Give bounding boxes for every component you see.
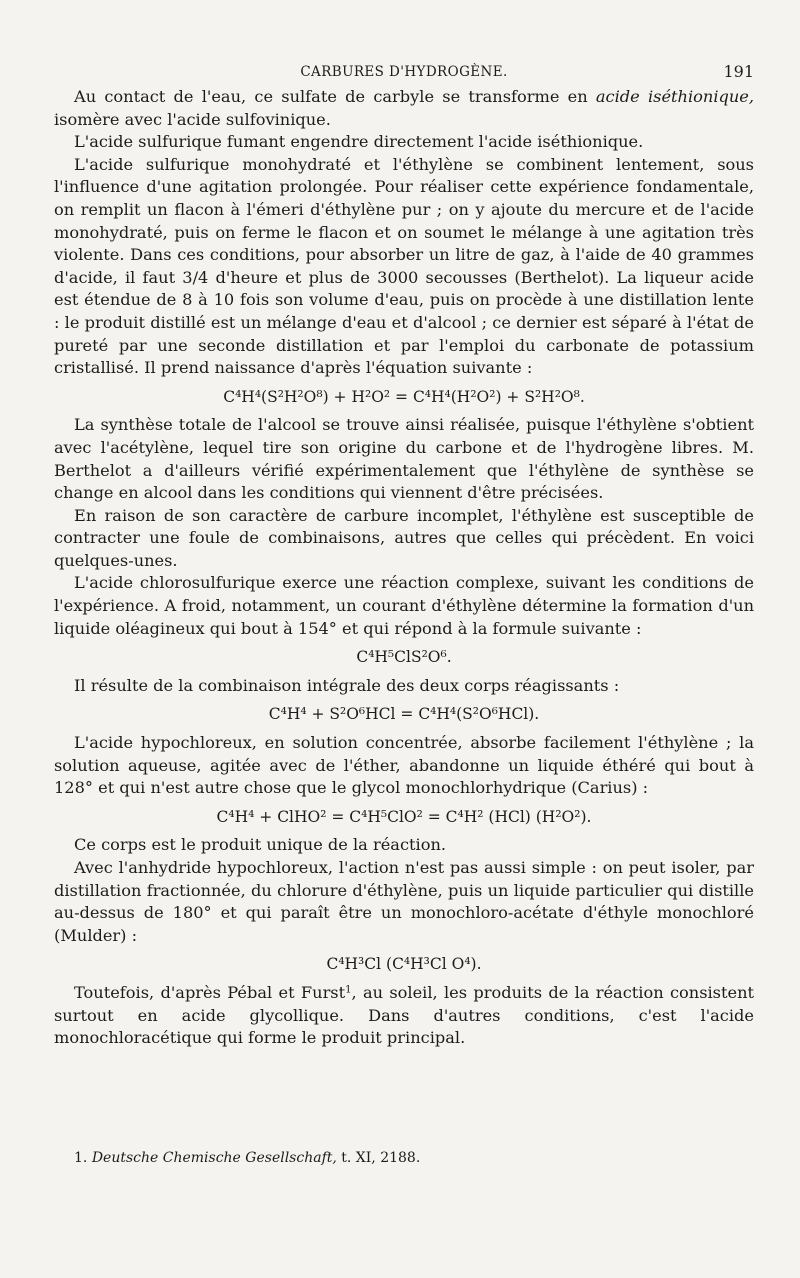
text-run: isomère avec l'acide sulfovinique. xyxy=(54,109,331,129)
footnote xyxy=(54,1150,754,1166)
paragraph xyxy=(54,982,754,1050)
text-run: , au soleil, les produits de la réaction consistent surtout en acide glycollique. Dans d'autres conditions, c'est l'acide monochloracétique qui forme le produit principal. xyxy=(54,982,754,1048)
paragraph: En raison de son caractère de carbure incomplet, l'éthylène est susceptible de contracter une foule de combinaisons, autres que celles qui précèdent. En voici quelques-unes. xyxy=(54,505,754,570)
paragraph xyxy=(54,86,754,131)
text-run: Au contact de l'eau, ce sulfate de carbyle se transforme en xyxy=(74,87,596,106)
page-header xyxy=(54,62,754,86)
chemical-equation: C⁴H⁴ + ClHO² = C⁴H⁵ClO² = C⁴H² (HCl) (H²O²). xyxy=(216,807,592,826)
text-run: Toutefois, d'après Pébal et Furst xyxy=(74,982,346,1002)
paragraph: Il résulte de la combinaison intégrale des deux corps réagissants : xyxy=(74,675,620,695)
footnote-marker: 1 xyxy=(345,984,352,996)
chemical-equation: C⁴H⁴ + S²O⁶HCl = C⁴H⁴(S²O⁶HCl). xyxy=(268,705,540,724)
paragraph: L'acide hypochloreux, en solution concentrée, absorbe facilement l'éthylène ; la solution aqueuse, agitée avec de l'éther, abandonne un liquide éthéré qui bout à 128° et qui n'est autre chose que le glycol monochlorhydrique (Carius) : xyxy=(54,733,754,798)
chemical-formula: C⁴H⁵ClS²O⁶. xyxy=(356,648,452,667)
running-title: CARBURES D'HYDROGÈNE. xyxy=(300,64,508,80)
paragraph: L'acide sulfurique fumant engendre directement l'acide iséthionique. xyxy=(74,132,644,152)
paragraph: Avec l'anhydride hypochloreux, l'action n'est pas aussi simple : on peut isoler, par distillation fractionnée, du chlorure d'éthylène, puis un liquide particulier qui distille au-dessus de 180° et qui paraît être un monochloro-acétate d'éthyle monochloré (Mulder) : xyxy=(54,858,754,945)
emphasis-term: acide iséthionique, xyxy=(595,87,755,106)
paragraph: La synthèse totale de l'alcool se trouve ainsi réalisée, puisque l'éthylène s'obtient avec l'acétylène, lequel tire son origine du carbone et de l'hydrogène libres. M. Berthelot a d'ailleurs vérifié expérimentalement que l'éthylène de synthèse se change en alcool dans les conditions qui viennent d'être précisées. xyxy=(54,415,754,503)
footnote-number: 1. xyxy=(74,1150,88,1166)
chemical-equation: C⁴H⁴(S²H²O⁸) + H²O² = C⁴H⁴(H²O²) + S²H²O⁸. xyxy=(223,387,585,406)
body-text xyxy=(54,86,754,1050)
chemical-formula: C⁴H³Cl (C⁴H³Cl O⁴). xyxy=(326,955,482,974)
page-number: 191 xyxy=(723,62,754,81)
footnote-reference: t. XI, 2188. xyxy=(336,1150,421,1166)
paragraph: L'acide chlorosulfurique exerce une réaction complexe, suivant les conditions de l'expérience. A froid, notamment, un courant d'éthylène détermine la formation d'un liquide oléagineux qui bout à 154° et qui répond à la formule suivante : xyxy=(54,573,754,638)
paragraph: Ce corps est le produit unique de la réaction. xyxy=(74,835,447,855)
paragraph: L'acide sulfurique monohydraté et l'éthylène se combinent lentement, sous l'influence d'une agitation prolongée. Pour réaliser cette expérience fondamentale, on remplit un flacon à l'émeri d'éthylène pur ; on y ajoute du mercure et de l'acide monohydraté, puis on ferme le flacon et on soumet le mélange à une agitation très violente. Dans ces conditions, pour absorber un litre de gaz, à l'aide de 40 grammes d'acide, il faut 3/4 d'heure et plus de 3000 secousses (Berthelot). La liqueur acide est étendue de 8 à 10 fois son volume d'eau, puis on procède à une distillation lente : le produit distillé est un mélange d'eau et d'alcool ; ce dernier est séparé à l'état de pureté par une seconde distillation et par l'emploi du carbonate de potassium cristallisé. Il prend naissance d'après l'équation suivante : xyxy=(54,154,754,378)
footnote-source: Deutsche Chemische Gesellschaft, xyxy=(91,1150,337,1166)
